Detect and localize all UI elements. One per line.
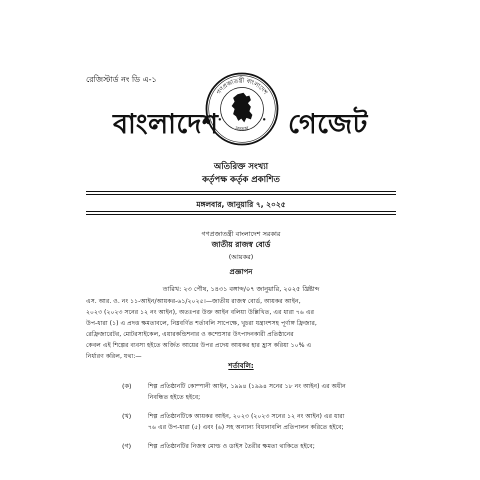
publisher-label: কর্তৃপক্ষ কর্তৃক প্রকাশিত xyxy=(202,175,280,185)
notification-paragraph xyxy=(86,296,398,362)
conditions-title: শর্তাবলি: xyxy=(228,362,254,370)
top-rule-inner xyxy=(86,194,396,195)
tax-label: (আয়কর) xyxy=(228,253,254,261)
government-name: গণপ্রজাতন্ত্রী বাংলাদেশ সরকার xyxy=(201,230,281,238)
clause-line: শিল্প প্রতিষ্ঠানটিকে আয়কর আইন, ২০২৩ (২০২৩ সনের ১২ নং আইন) এর ধারা xyxy=(148,413,345,420)
bottom-rule-inner xyxy=(86,211,396,212)
top-rule-outer xyxy=(86,191,396,192)
paragraph-line: রেফ্রিজারেটর, মোটরসাইকেল, এয়ারকন্ডিশনার ও কম্প্রেসার উৎপাদনকারী প্রতিষ্ঠানের xyxy=(86,331,294,338)
clause-ga-text xyxy=(148,441,398,452)
clause-ka-text xyxy=(148,381,398,403)
paragraph-line: এস. আর. ও. নং ১১-আইন/আয়কর-৬১/২০২৫।—জাতীয় রাজস্ব বোর্ড, আয়কর আইন, xyxy=(86,298,301,305)
clause-line: ৭৬ এর উপ-ধারা (৫) এবং (৬) সহ অন্যান্য বিধানাবলি প্রতিপালন করিতে হইবে; xyxy=(148,424,344,431)
clause-line: শিল্প প্রতিষ্ঠানটির নিজস্ব মোল্ড ও ডাইস তৈরীর ক্ষমতা থাকিতে হইবে; xyxy=(148,443,315,450)
paragraph-line: উপ-ধারা (১) এ প্রদত্ত ক্ষমতাবলে, নিম্নবর্ণিত শর্তাবলি সাপেক্ষে, খুচরা যন্ত্রাংশসহ পূর্ণাঙ্গ ফ্রিজার, xyxy=(86,320,317,327)
clause-line: শিল্প প্রতিষ্ঠানটি কোম্পানী আইন, ১৯৯৪ (১৯৯৪ সনের ১৮ নং আইন) এর অধীন xyxy=(148,383,346,390)
paragraph-line: ২০২৩ (২০২৩ সনের ১২ নং আইন), অতঃপর উক্ত আইন বলিয়া উল্লিখিত, এর ধারা ৭৬ এর xyxy=(86,309,314,316)
clause-line: নিবন্ধিত হইতে হইবে; xyxy=(148,394,201,401)
bangladesh-map-icon xyxy=(232,93,253,123)
board-name: জাতীয় রাজস্ব বোর্ড xyxy=(211,240,271,249)
clause-ka-label: (ক) xyxy=(122,382,132,390)
gazette-title-right: গেজেট xyxy=(288,109,368,140)
bottom-rule-outer xyxy=(86,214,396,215)
paragraph-line: কেবল এই শিল্পের ব্যবসা হইতে অর্জিত আয়ের উপর প্রদেয় আয়কর হার হ্রাস করিয়া ১০% এ xyxy=(86,342,312,349)
paragraph-line: নির্ধারণ করিল, যথা:— xyxy=(86,353,142,360)
issue-date: মঙ্গলবার, জানুয়ারি ৭, ২০২৫ xyxy=(196,200,286,209)
svg-text:সরকার xyxy=(233,126,249,133)
seal-ring-text: গণপ্রজাতন্ত্রী বাংলাদেশ xyxy=(216,78,268,96)
clause-ga-label: (গ) xyxy=(122,442,132,450)
extraordinary-label: অতিরিক্ত সংখ্যা xyxy=(213,162,269,172)
dated-line: তারিখ: ২৩ পৌষ, ১৪৩১ বঙ্গাব্দ/০৭ জানুয়ারি, ২০২৫ খ্রিষ্টাব্দ xyxy=(162,285,320,293)
seal-bottom-text: সরকার xyxy=(234,125,250,134)
clause-kha-text xyxy=(148,411,398,433)
registration-number: রেজিস্টার্ড নং ডি এ-১ xyxy=(86,75,157,84)
gazette-title-left: বাংলাদেশ xyxy=(113,109,219,140)
clause-kha-label: (খ) xyxy=(122,412,132,420)
notification-title: প্রজ্ঞাপন xyxy=(229,268,253,276)
